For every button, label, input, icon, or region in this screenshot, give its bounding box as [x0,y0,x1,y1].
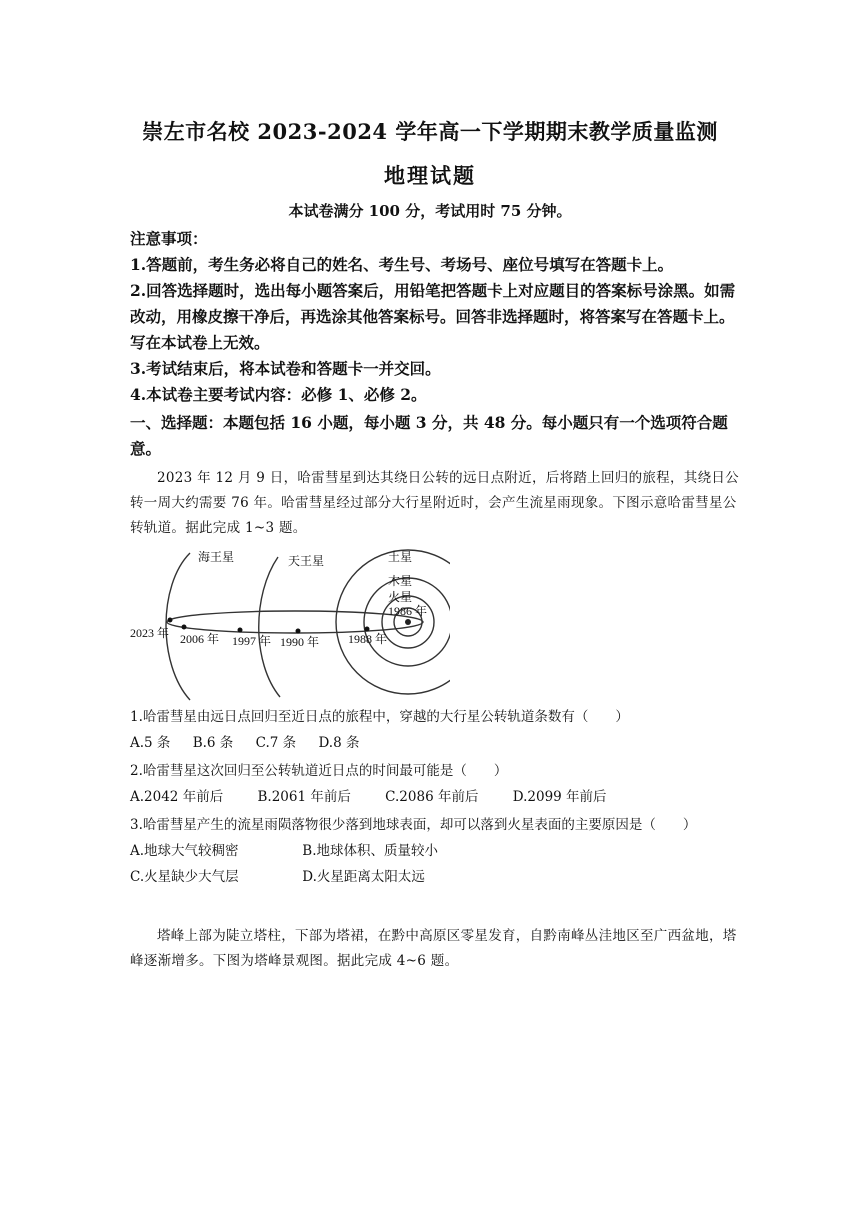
label-neptune: 海王星 [198,550,235,564]
option[interactable]: B.6 条 [192,735,234,751]
label-year-1997: 1997 年 [232,634,272,648]
note-item: 4.本试卷主要考试内容：必修 1、必修 2。 [130,385,427,404]
note-item: 2.回答选择题时，选出每小题答案后，用铅笔把答题卡上对应题目的答案标号涂黑。如需改动，用橡皮擦干净后，再选涂其他答案标号。回答非选择题时，将答案写在答题卡上。写在本试卷上无效。 [130,281,736,352]
note-item: 3.考试结束后，将本试卷和答题卡一并交回。 [130,359,441,378]
section-heading: 一、选择题：本题包括 16 小题，每小题 3 分，共 48 分。每小题只有一个选项符合题意。 [130,413,728,458]
option[interactable]: A.地球大气较稠密 [130,843,239,859]
uranus-orbit [259,557,280,697]
question-2 [130,758,740,810]
label-year-1988: 1988 年 [348,632,388,646]
question-options [130,864,740,890]
question-1 [130,704,740,756]
sun [405,619,411,625]
label-jupiter: 木星 [388,574,413,588]
notes-block [130,226,740,408]
exam-info: 本试卷满分 100 分，考试用时 75 分钟。 [288,202,572,220]
label-mars: 火星 [388,590,413,604]
question-stem: 1.哈雷彗星由远日点回归至近日点的旅程中，穿越的大行星公转轨道条数有（ ） [130,709,629,725]
option[interactable]: C.火星缺少大气层 [130,869,239,885]
option[interactable]: D.8 条 [318,735,360,751]
question-stem: 3.哈雷彗星产生的流星雨陨落物很少落到地球表面，却可以落到火星表面的主要原因是（ ） [130,817,697,833]
label-saturn: 土星 [388,550,413,564]
option[interactable]: D.2099 年前后 [512,789,607,805]
comet-orbit-figure [130,545,450,705]
note-item: 1.答题前，考生务必将自己的姓名、考生号、考场号、座位号填写在答题卡上。 [130,255,674,274]
label-year-2006: 2006 年 [180,632,220,646]
label-year-1990: 1990 年 [280,635,320,649]
label-year-1986: 1986 年 [388,604,428,618]
passage-2: 塔峰上部为陡立塔柱，下部为塔裙，在黔中高原区零星发育，自黔南峰丛洼地区至广西盆地，塔峰逐渐增多。下图为塔峰景观图。据此完成 4~6 题。 [130,928,737,969]
option[interactable]: D.火星距离太阳太远 [302,869,425,885]
option[interactable]: B.地球体积、质量较小 [302,843,439,859]
saturn-orbit [336,550,450,694]
label-uranus: 天王星 [288,554,325,568]
option[interactable]: C.2086 年前后 [385,789,479,805]
question-options [130,730,740,756]
comet-orbit [167,611,423,633]
section-heading-block [130,410,740,462]
option[interactable]: A.2042 年前后 [130,789,224,805]
exam-subject: 地理试题 [384,163,476,188]
question-options [130,838,740,864]
notes-heading: 注意事项： [130,229,208,248]
question-options [130,784,740,810]
passage-1: 2023 年 12 月 9 日，哈雷彗星到达其绕日公转的远日点附近，后将踏上回归的旅程，其绕日公转一周大约需要 76 年。哈雷彗星经过部分大行星附近时，会产生流星雨现象。下图示意哈雷彗星公转轨道。据此完成 1~3 题。 [130,470,739,536]
option[interactable]: B.2061 年前后 [257,789,351,805]
exam-title: 崇左市名校 2023-2024 学年高一下学期期末教学质量监测 [142,119,718,144]
label-year-2023: 2023 年 [130,626,170,640]
option[interactable]: A.5 条 [130,735,171,751]
question-3 [130,812,740,890]
option[interactable]: C.7 条 [255,735,297,751]
question-stem: 2.哈雷彗星这次回归至公转轨道近日点的时间最可能是（ ） [130,763,508,779]
